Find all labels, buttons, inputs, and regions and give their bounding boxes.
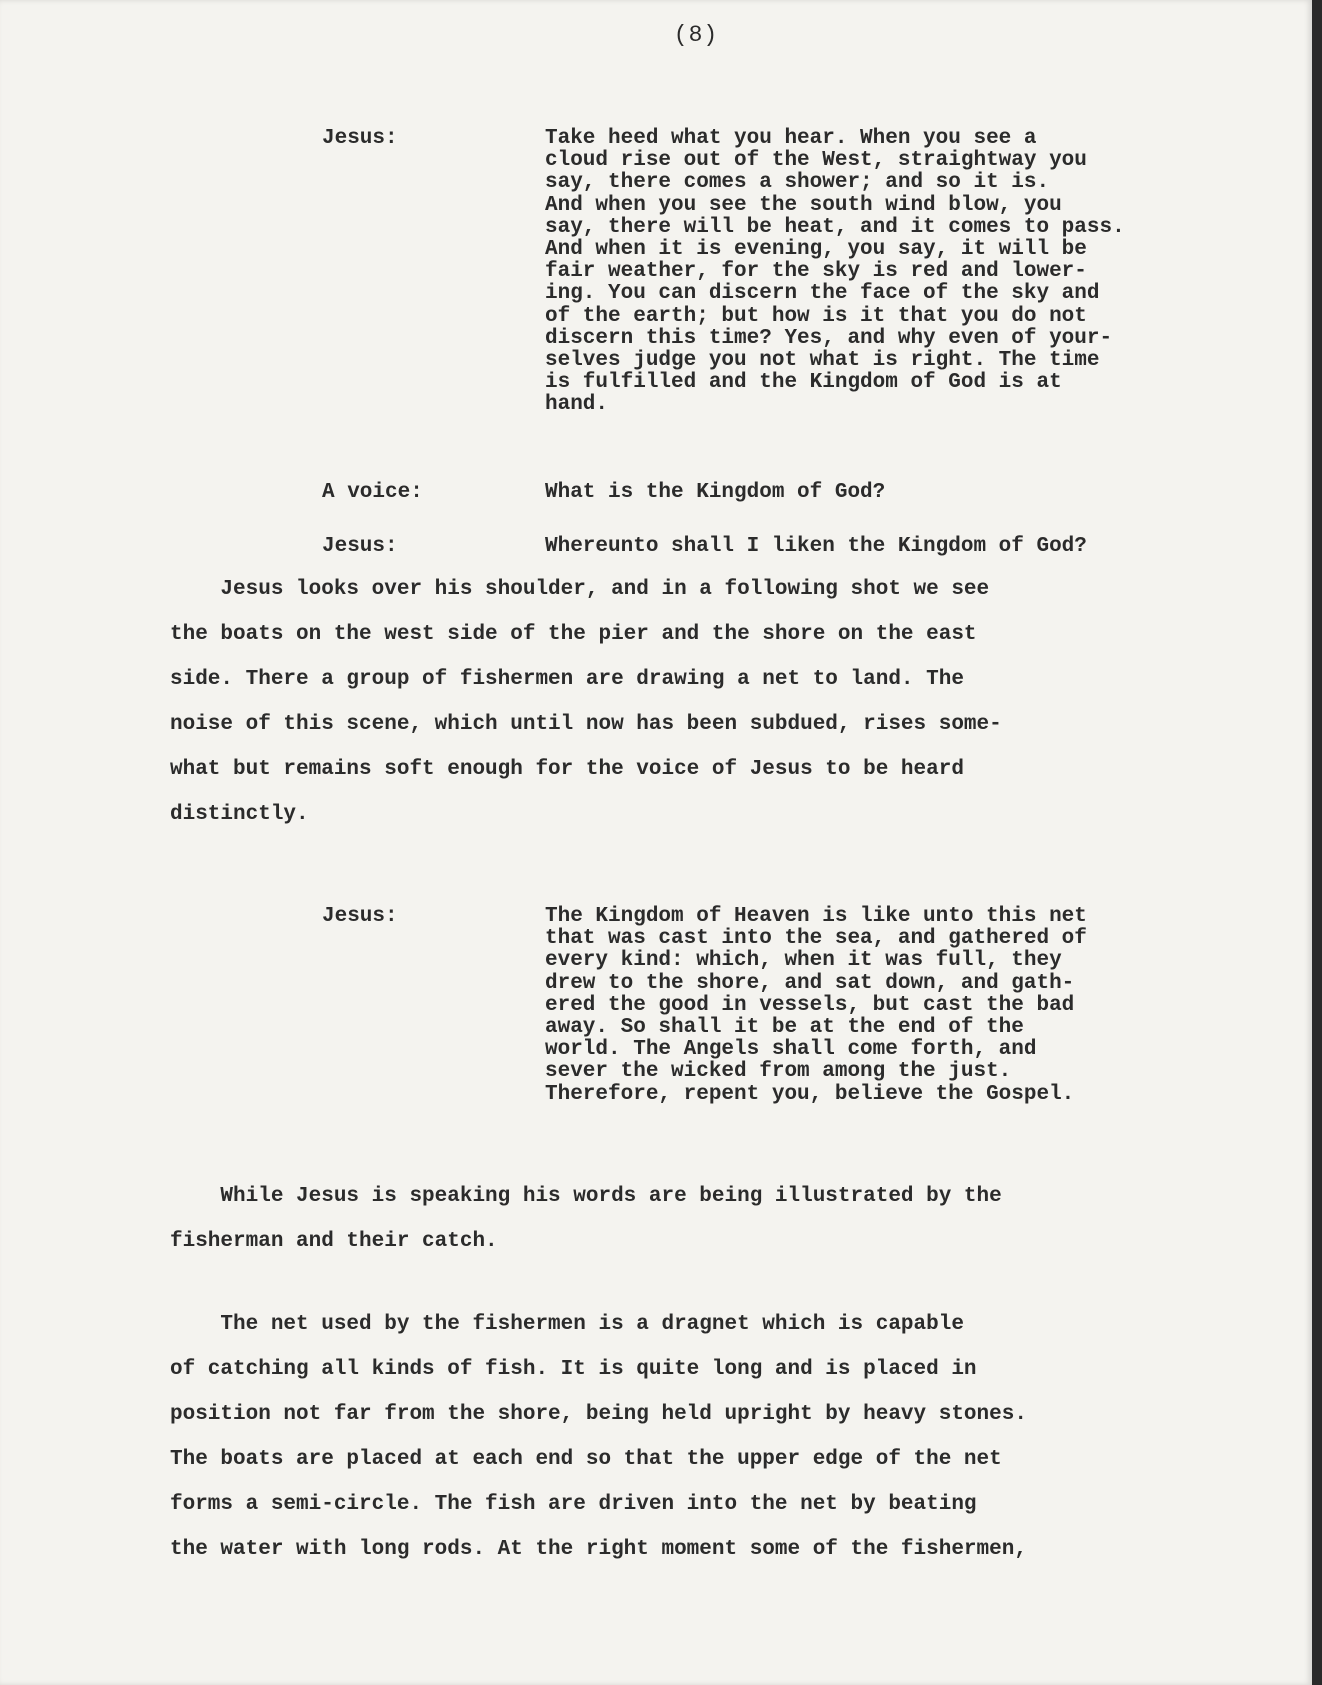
page-edge-shadow — [1312, 0, 1322, 1685]
dialogue-text: Take heed what you hear. When you see a cloud rise out of the West, straightway you say, there comes a shower; and so it is. And when you see the south wind blow, you say, there will be heat, and it comes to pass. And when it is evening, you say, it will be fair weather, for the sky is red and lower- ing. You can discern the face of the sky and of the earth; but how is it that you do not discern this time? Yes, and why even of your- selves judge you not what is right. The time is fulfilled and the Kingdom of God is at hand. — [545, 127, 1125, 417]
speaker-label: A voice: — [322, 481, 423, 504]
dialogue-text: What is the Kingdom of God? — [545, 481, 886, 504]
narrative-paragraph: While Jesus is speaking his words are being illustrated by the fisherman and their catch. — [170, 1185, 1002, 1253]
speaker-label: Jesus: — [322, 905, 398, 928]
narrative-paragraph: The net used by the fishermen is a dragnet which is capable of catching all kinds of fish. It is quite long and is placed in position not far from the shore, being held upright by heavy stones. The boats are placed at each end so that the upper edge of the net forms a semi-circle. The fish are driven into the net by beating the water with long rods. At the right moment some of the fishermen, — [170, 1313, 1027, 1561]
dialogue-text: Whereunto shall I liken the Kingdom of God? — [545, 535, 1087, 558]
page-number: (8) — [673, 22, 719, 48]
speaker-label: Jesus: — [322, 127, 398, 150]
dialogue-text: The Kingdom of Heaven is like unto this net that was cast into the sea, and gathered of every kind: which, when it was full, they drew to the shore, and sat down, and gath- ered the good in vessels, but cast the bad away. So shall it be at the end of the world. The Angels shall come forth, and sever the wicked from among the just. Therefore, repent you, believe the Gospel. — [545, 905, 1087, 1106]
narrative-paragraph: Jesus looks over his shoulder, and in a following shot we see the boats on the west side of the pier and the shore on the east side. There a group of fishermen are drawing a net to land. The noise of this scene, which until now has been subdued, rises some- what but remains soft enough for the voice of Jesus to be heard distinctly. — [170, 578, 1002, 826]
speaker-label: Jesus: — [322, 535, 398, 558]
